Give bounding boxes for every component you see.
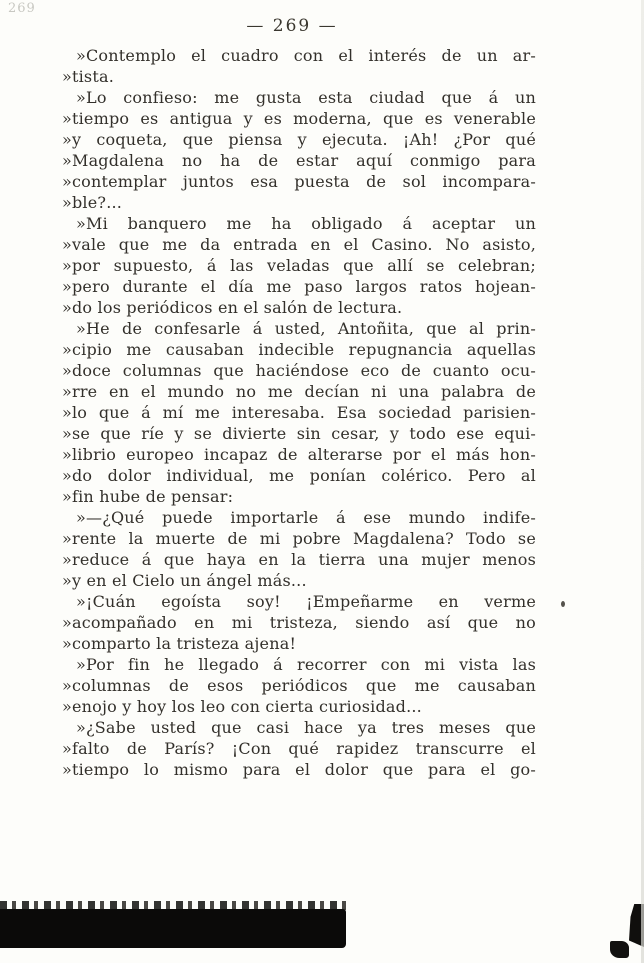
text-line: »contemplar juntos esa puesta de sol incompara- xyxy=(62,172,536,191)
text-line: »Mi banquero me ha obligado á aceptar un xyxy=(76,214,536,233)
text-line: »do dolor individual, me ponían colérico. Pero al xyxy=(62,466,536,485)
text-line: »rente la muerte de mi pobre Magdalena? Todo se xyxy=(62,529,536,548)
text-block xyxy=(62,45,536,780)
scan-smudge-bar xyxy=(0,909,346,948)
text-line: »tiempo lo mismo para el dolor que para el go- xyxy=(62,760,536,779)
text-line: »¡Cuán egoísta soy! ¡Empeñarme en verme xyxy=(76,592,536,611)
text-line: »librio europeo incapaz de alterarse por el más hon- xyxy=(62,445,536,464)
text-line: »cipio me causaban indecible repugnancia aquellas xyxy=(62,340,536,359)
text-line: »acompañado en mi tristeza, siendo así que no xyxy=(62,613,536,632)
scan-smudge-bottom-right xyxy=(610,941,629,958)
text-line: »vale que me da entrada en el Casino. No asisto, xyxy=(62,235,536,254)
text-line: »do los periódicos en el salón de lectura. xyxy=(62,298,403,317)
text-line: »Contemplo el cuadro con el interés de un ar- xyxy=(76,46,536,65)
text-line: »Por fin he llegado á recorrer con mi vista las xyxy=(76,655,536,674)
text-line: »comparto la tristeza ajena! xyxy=(62,634,297,653)
text-line: »reduce á que haya en la tierra una mujer menos xyxy=(62,550,536,569)
text-line: »falto de París? ¡Con qué rapidez transcurre el xyxy=(62,739,536,758)
text-line: »lo que á mí me interesaba. Esa sociedad parisien- xyxy=(62,403,536,422)
text-line: »y coqueta, que piensa y ejecuta. ¡Ah! ¿Por qué xyxy=(62,130,536,149)
text-line: »Lo confieso: me gusta esta ciudad que á un xyxy=(76,88,536,107)
text-line: »tiempo es antigua y es moderna, que es venerable xyxy=(62,109,536,128)
text-line: »Magdalena no ha de estar aquí conmigo para xyxy=(62,151,536,170)
text-line: »y en el Cielo un ángel más... xyxy=(62,571,307,590)
text-line: »fin hube de pensar: xyxy=(62,487,234,506)
text-line: »enojo y hoy los leo con cierta curiosidad... xyxy=(62,697,422,716)
text-line: »se que ríe y se divierte sin cesar, y todo ese equi- xyxy=(62,424,536,443)
text-line: »—¿Qué puede importarle á ese mundo indife- xyxy=(76,508,536,527)
text-line: »columnas de esos periódicos que me causaban xyxy=(62,676,536,695)
text-line: »tista. xyxy=(62,67,115,86)
ghost-page-number: 269 xyxy=(8,1,36,16)
ink-speck xyxy=(561,601,565,607)
text-line: »He de confesarle á usted, Antoñita, que al prin- xyxy=(76,319,536,338)
page-number: — 269 — xyxy=(246,16,338,36)
text-line: »¿Sabe usted que casi hace ya tres meses que xyxy=(76,718,536,737)
text-line: »ble?... xyxy=(62,193,123,212)
text-line: »pero durante el día me paso largos ratos hojean- xyxy=(62,277,536,296)
text-line: »rre en el mundo no me decían ni una palabra de xyxy=(62,382,536,401)
text-line: »doce columnas que haciéndose eco de cuanto ocu- xyxy=(62,361,536,380)
text-line: »por supuesto, á las veladas que allí se celebran; xyxy=(62,256,536,275)
